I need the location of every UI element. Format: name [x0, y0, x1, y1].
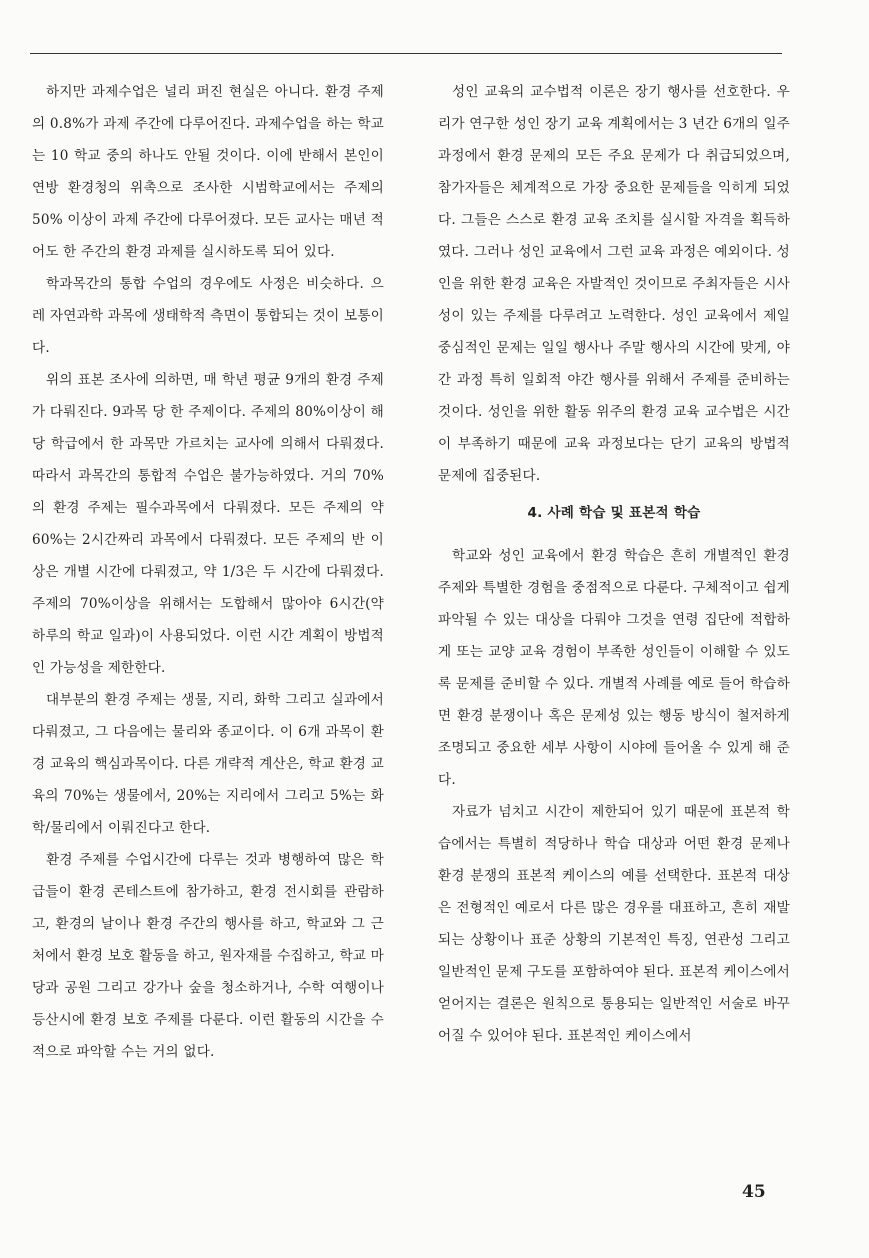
body-paragraph: 환경 주제를 수업시간에 다루는 것과 병행하여 많은 학급들이 환경 콘테스트에 참가하고, 환경 전시회를 관람하고, 환경의 날이나 환경 주간의 행사를 하고, 학교와 그 근처에서 환경 보호 활동을 하고, 원자재를 수집하고, 학교 마당과 공원 그리고 강가나 숲을 청소하거나, 수학 여행이나 등산시에 환경 보호 주제를 다룬다. 이런 활동의 시간을 수적으로 파악할 수는 거의 없다. — [32, 852, 384, 1060]
page-number: 45 — [742, 1182, 766, 1202]
body-paragraph: 자료가 넘치고 시간이 제한되어 있기 때문에 표본적 학습에서는 특별히 적당하나 학습 대상과 어떤 환경 문제나 환경 분쟁의 표본적 케이스의 예를 선택한다. 표본적 대상은 전형적인 예로서 다른 많은 경우를 대표하고, 흔히 재발되는 상황이나 표준 상황의 기본적인 특징, 연관성 그리고 일반적인 문제 구도를 포함하여야 된다. 표본적 케이스에서 얻어지는 결론은 원칙으로 통용되는 일반적인 서술로 바꾸어질 수 있어야 된다. 표본적인 케이스에서 — [438, 804, 790, 1044]
section-heading: 4. 사례 학습 및 표본적 학습 — [527, 505, 701, 521]
header-rule — [30, 53, 782, 54]
body-paragraph: 대부분의 환경 주제는 생물, 지리, 화학 그리고 실과에서 다뤄졌고, 그 다음에는 물리와 종교이다. 이 6개 과목이 환경 교육의 핵심과목이다. 다른 개략적 계산은, 학교 환경 교육의 70%는 생물에서, 20%는 지리에서 그리고 5%는 화학/물리에서 이뤄진다고 한다. — [32, 692, 384, 836]
right-column — [438, 76, 790, 1052]
left-column — [32, 76, 384, 1068]
body-paragraph: 학과목간의 통합 수업의 경우에도 사정은 비슷하다. 으레 자연과학 과목에 생태학적 측면이 통합되는 것이 보통이다. — [32, 276, 384, 356]
body-paragraph: 하지만 과제수업은 널리 퍼진 현실은 아니다. 환경 주제의 0.8%가 과제 주간에 다루어진다. 과제수업을 하는 학교는 10 학교 중의 하나도 안될 것이다. 이에 반해서 본인이 연방 환경청의 위촉으로 조사한 시범학교에서는 주제의 50% 이상이 과제 주간에 다루어졌다. 모든 교사는 매년 적어도 한 주간의 환경 과제를 실시하도록 되어 있다. — [32, 84, 384, 260]
body-paragraph: 학교와 성인 교육에서 환경 학습은 흔히 개별적인 환경 주제와 특별한 경험을 중점적으로 다룬다. 구체적이고 쉽게 파악될 수 있는 대상을 다뤄야 그것을 연령 집단에 적합하게 또는 교양 교육 경험이 부족한 성인들이 이해할 수 있도록 문제를 준비할 수 있다. 개별적 사례를 예로 들어 학습하면 환경 분쟁이나 혹은 문제성 있는 행동 방식이 철저하게 조명되고 중요한 세부 사항이 시야에 들어올 수 있게 해 준다. — [438, 548, 790, 788]
body-paragraph: 성인 교육의 교수법적 이론은 장기 행사를 선호한다. 우리가 연구한 성인 장기 교육 계획에서는 3 년간 6개의 일주 과정에서 환경 문제의 모든 주요 문제가 다 취급되었으며, 참가자들은 체계적으로 가장 중요한 문제들을 익히게 되었다. 그들은 스스로 환경 교육 조치를 실시할 자격을 획득하였다. 그러나 성인 교육에서 그런 교육 과정은 예외이다. 성인을 위한 환경 교육은 자발적인 것이므로 주최자들은 시사성이 있는 주제를 다루려고 노력한다. 성인 교육에서 제일 중심적인 문제는 일일 행사나 주말 행사의 시간에 맞게, 야간 과정 특히 일회적 야간 행사를 위해서 주제를 준비하는 것이다. 성인을 위한 활동 위주의 환경 교육 교수법은 시간이 부족하기 때문에 교육 과정보다는 단기 교육의 방법적 문제에 집중된다. — [438, 84, 790, 484]
body-paragraph: 위의 표본 조사에 의하면, 매 학년 평균 9개의 환경 주제가 다뤄진다. 9과목 당 한 주제이다. 주제의 80%이상이 해당 학급에서 한 과목만 가르치는 교사에 의해서 다뤄졌다. 따라서 과목간의 통합적 수업은 불가능하였다. 거의 70%의 환경 주제는 필수과목에서 다뤄졌다. 모든 주제의 약 60%는 2시간짜리 과목에서 다뤄졌다. 모든 주제의 반 이상은 개별 시간에 다뤄졌고, 약 1/3은 두 시간에 다뤄졌다. 주제의 70%이상을 위해서는 도합해서 많아야 6시간(약 하루의 학교 일과)이 사용되었다. 이런 시간 계획이 방법적인 가능성을 제한한다. — [32, 372, 384, 676]
